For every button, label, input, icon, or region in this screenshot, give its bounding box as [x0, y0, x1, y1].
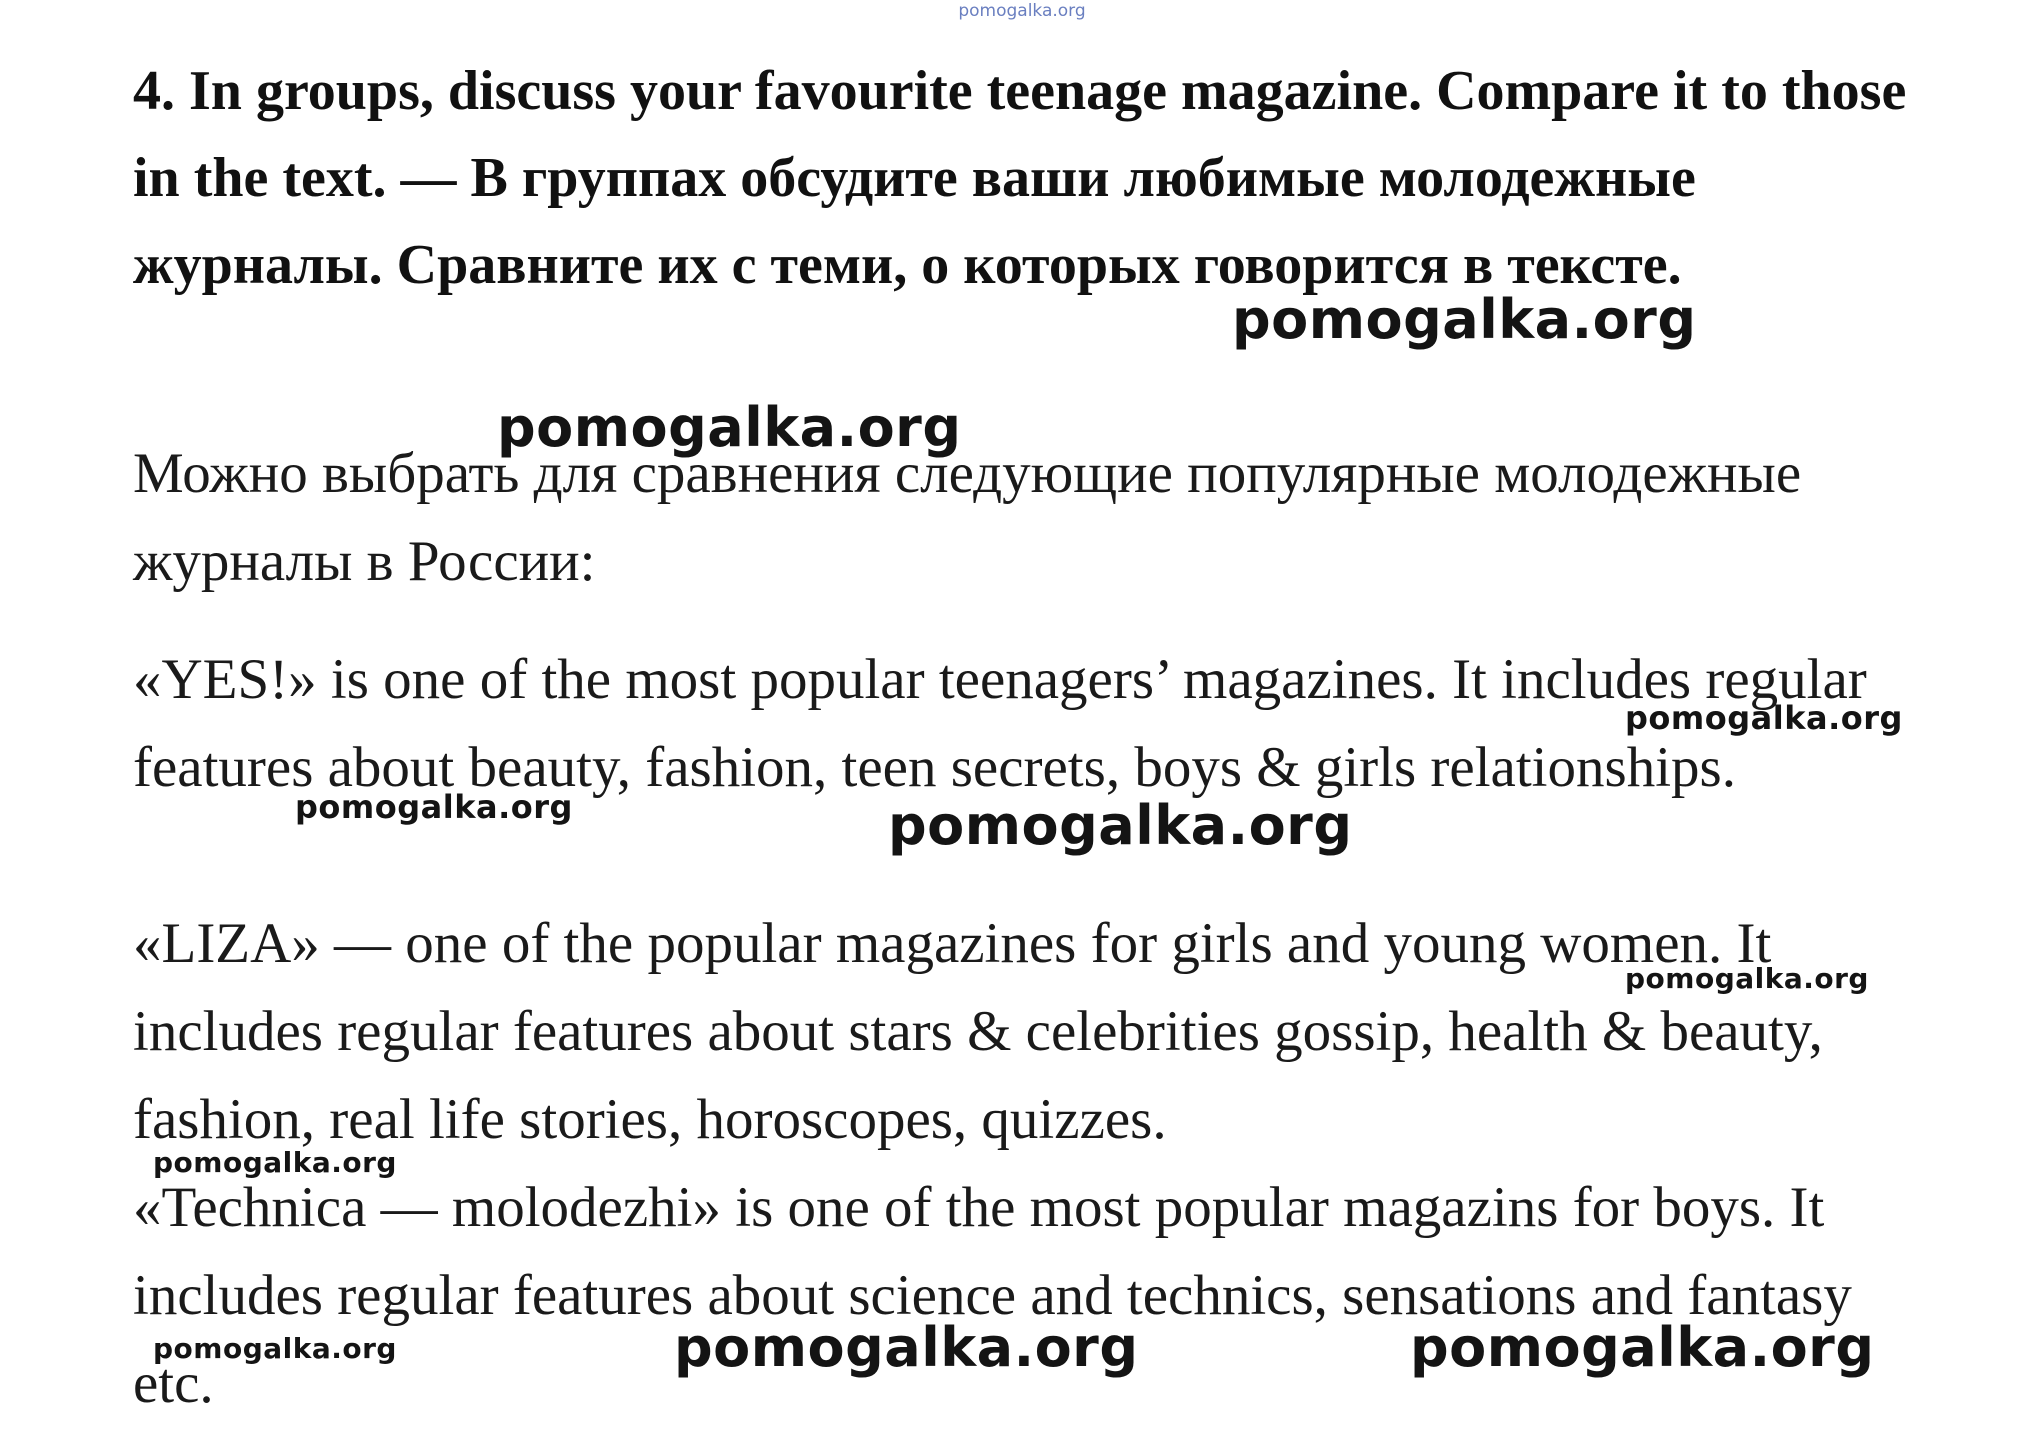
- watermark: pomogalka.org: [153, 1146, 397, 1179]
- watermark: pomogalka.org: [674, 1316, 1139, 1379]
- top-watermark: pomogalka.org: [958, 1, 1086, 21]
- watermark: pomogalka.org: [1232, 288, 1697, 351]
- watermark: pomogalka.org: [1625, 699, 1903, 737]
- watermark: pomogalka.org: [1410, 1316, 1875, 1379]
- yes-magazine-paragraph: «YES!» is one of the most popular teenagers’ magazines. It includes regular features about beauty, fashion, teen secrets, boys & girls relationships.: [133, 648, 1867, 799]
- watermark: pomogalka.org: [295, 788, 573, 826]
- watermark: pomogalka.org: [888, 794, 1353, 857]
- watermark: pomogalka.org: [497, 396, 962, 459]
- watermark: pomogalka.org: [1625, 962, 1869, 995]
- watermark: pomogalka.org: [153, 1332, 397, 1365]
- technica-magazine-paragraph: «Technica — molodezhi» is one of the most popular magazins for boys. It includes regular features about science and technics, sensations and fantasy etc.: [133, 1176, 1852, 1415]
- liza-magazine-paragraph: «LIZA» — one of the popular magazines for girls and young women. It includes regular features about stars & celebrities gossip, health & beauty, fashion, real life stories, horoscopes, quizzes.: [133, 912, 1823, 1151]
- intro-paragraph: Можно выбрать для сравнения следующие популярные молодежные журналы в России:: [133, 442, 1802, 593]
- exercise-heading: 4. In groups, discuss your favourite teenage magazine. Compare it to those in the text. — В группах обсудите ваши любимые молодежные журналы. Сравните их с теми, о которых говорится в тексте.: [133, 60, 1907, 296]
